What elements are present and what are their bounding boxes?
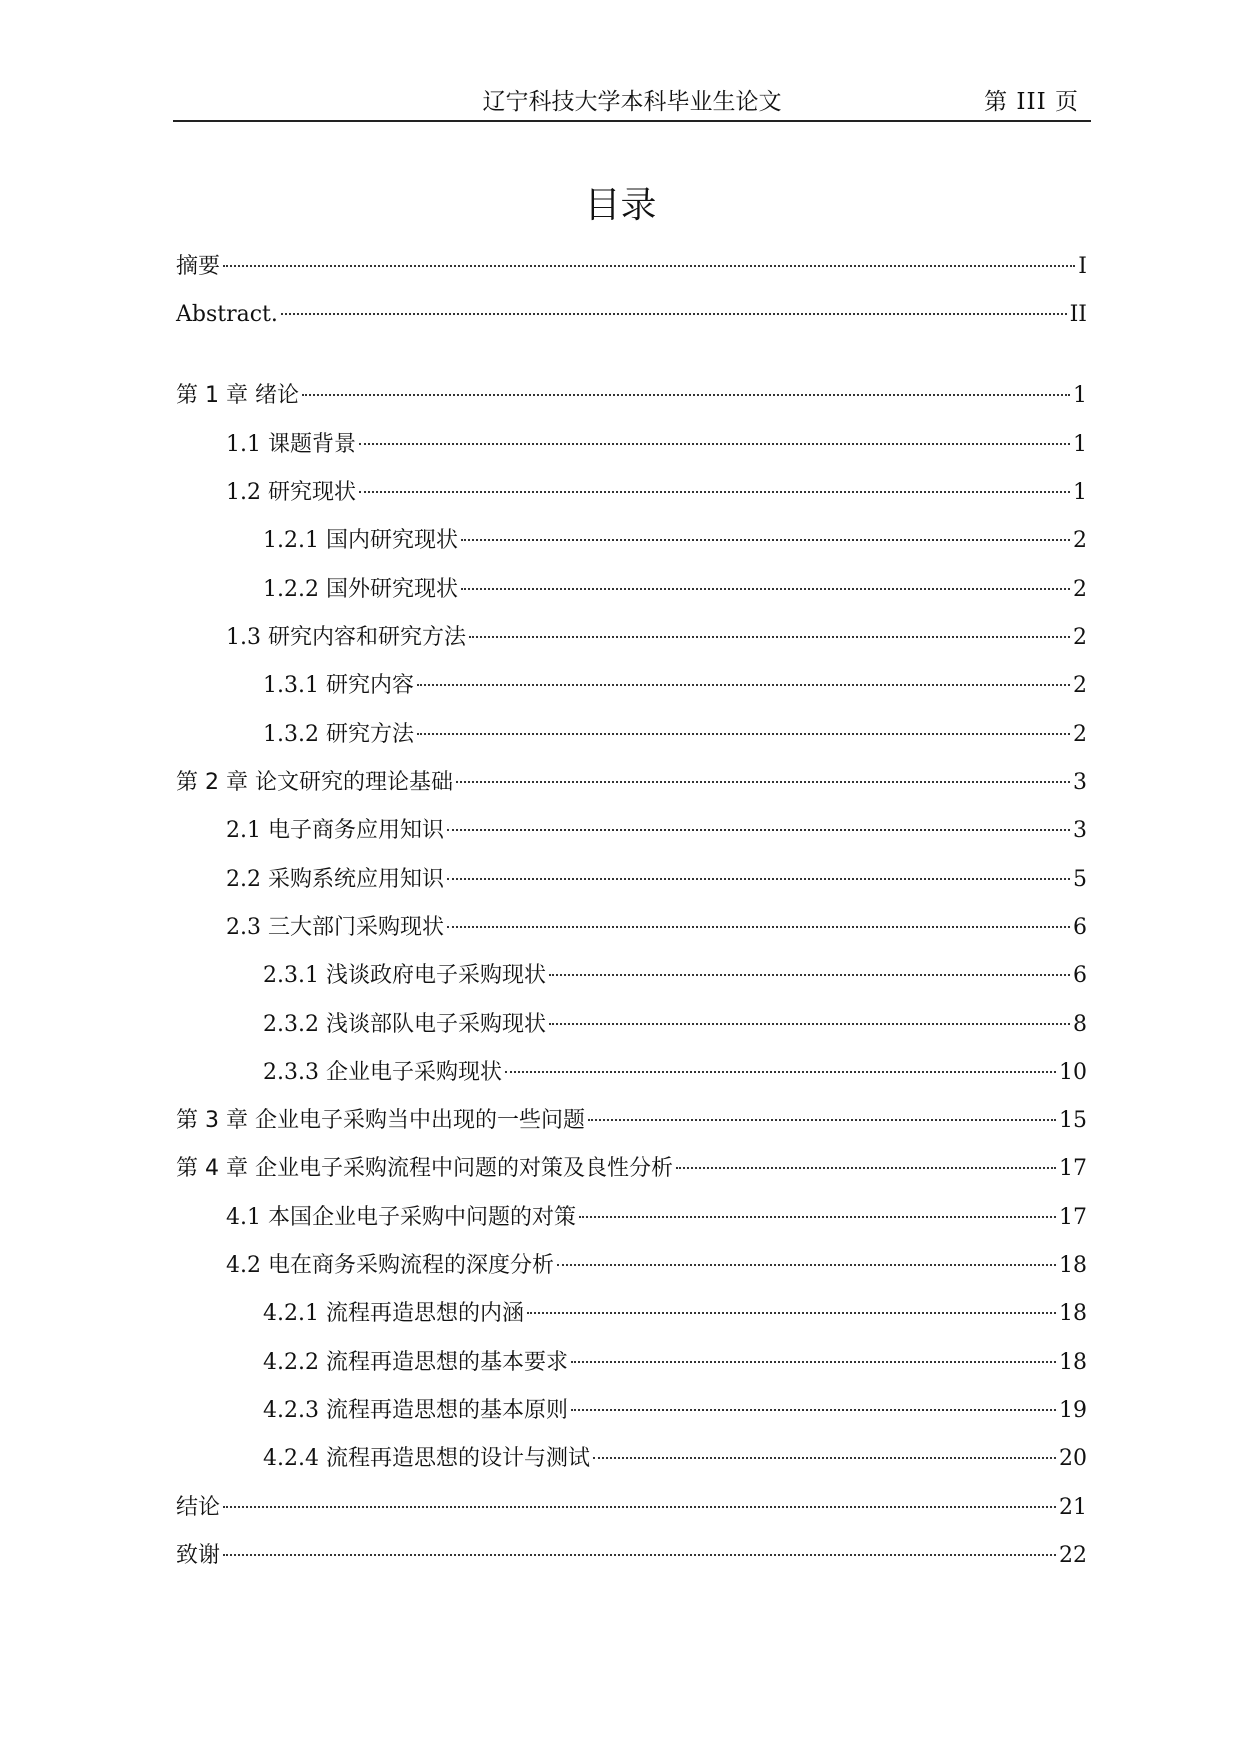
toc-entry-section-1-1[interactable] bbox=[226, 430, 1087, 460]
toc-entry-section-4-2[interactable] bbox=[226, 1251, 1087, 1281]
toc-entry-text: 1.2.2 国外研究现状 bbox=[263, 577, 458, 602]
dot-leader bbox=[461, 588, 1070, 590]
toc-entry-page: I bbox=[1078, 254, 1087, 279]
toc-entry-page: 2 bbox=[1073, 625, 1087, 650]
toc-entry-text: 2.3.1 浅谈政府电子采购现状 bbox=[263, 963, 546, 988]
toc-entry-text: 1.3.2 研究方法 bbox=[263, 722, 414, 747]
toc-entry-text: 4.2.2 流程再造思想的基本要求 bbox=[263, 1350, 568, 1375]
toc-entry-chapter-1[interactable] bbox=[176, 381, 1087, 411]
toc-entry-text: 4.2.4 流程再造思想的设计与测试 bbox=[263, 1446, 590, 1471]
toc-entry-text: 4.2.3 流程再造思想的基本原则 bbox=[263, 1398, 568, 1423]
toc-entry-acknowledgements[interactable] bbox=[176, 1541, 1087, 1571]
toc-entry-text: 2.3 三大部门采购现状 bbox=[226, 915, 444, 940]
dot-leader bbox=[359, 443, 1070, 445]
toc-entry-page: 5 bbox=[1073, 867, 1087, 892]
toc-entry-page: 2 bbox=[1073, 528, 1087, 553]
toc-entry-text: 1.2 研究现状 bbox=[226, 480, 356, 505]
toc-entry-text: 2.1 电子商务应用知识 bbox=[226, 818, 444, 843]
toc-entry-section-1-2-2[interactable] bbox=[263, 575, 1087, 605]
dot-leader bbox=[588, 1119, 1056, 1121]
toc-entry-page: 2 bbox=[1073, 577, 1087, 602]
toc-entry-page: 19 bbox=[1059, 1398, 1087, 1423]
toc-entry-text: 4.1 本国企业电子采购中问题的对策 bbox=[226, 1205, 576, 1230]
dot-leader bbox=[447, 878, 1070, 880]
toc-entry-text: 第 3 章 企业电子采购当中出现的一些问题 bbox=[176, 1108, 585, 1133]
toc-entry-section-4-2-2[interactable] bbox=[263, 1348, 1087, 1378]
toc-entry-text: 1.3 研究内容和研究方法 bbox=[226, 625, 466, 650]
dot-leader bbox=[223, 265, 1075, 267]
toc-entry-chapter-4[interactable] bbox=[176, 1154, 1087, 1184]
dot-leader bbox=[417, 733, 1070, 735]
toc-entry-page: 17 bbox=[1059, 1156, 1087, 1181]
dot-leader bbox=[579, 1216, 1056, 1218]
toc-entry-page: 8 bbox=[1073, 1012, 1087, 1037]
toc-entry-text: 第 4 章 企业电子采购流程中问题的对策及良性分析 bbox=[176, 1156, 673, 1181]
toc-entry-text: 第 1 章 绪论 bbox=[176, 383, 299, 408]
toc-entry-section-4-2-4[interactable] bbox=[263, 1444, 1087, 1474]
toc-entry-section-2-3-3[interactable] bbox=[263, 1058, 1087, 1088]
dot-leader bbox=[281, 313, 1067, 315]
dot-leader bbox=[223, 1554, 1056, 1556]
toc-entry-text: 1.3.1 研究内容 bbox=[263, 673, 414, 698]
toc-entry-abstract-cn[interactable] bbox=[176, 252, 1087, 282]
toc-entry-section-4-2-3[interactable] bbox=[263, 1396, 1087, 1426]
toc-entry-text: 4.2 电在商务采购流程的深度分析 bbox=[226, 1253, 554, 1278]
toc-entry-page: 2 bbox=[1073, 722, 1087, 747]
toc-entry-page: 6 bbox=[1073, 915, 1087, 940]
toc-entry-conclusion[interactable] bbox=[176, 1493, 1087, 1523]
toc-entry-page: 3 bbox=[1073, 818, 1087, 843]
dot-leader bbox=[223, 1506, 1056, 1508]
toc-entry-page: 18 bbox=[1059, 1301, 1087, 1326]
toc-entry-section-1-3-2[interactable] bbox=[263, 720, 1087, 750]
toc-entry-chapter-3[interactable] bbox=[176, 1106, 1087, 1136]
toc-entry-page: 6 bbox=[1073, 963, 1087, 988]
dot-leader bbox=[417, 684, 1070, 686]
dot-leader bbox=[461, 539, 1070, 541]
dot-leader bbox=[469, 636, 1070, 638]
dot-leader bbox=[549, 974, 1070, 976]
toc-entry-page: 10 bbox=[1059, 1060, 1087, 1085]
toc-entry-page: 21 bbox=[1059, 1495, 1087, 1520]
dot-leader bbox=[456, 781, 1070, 783]
toc-entry-section-1-2-1[interactable] bbox=[263, 526, 1087, 556]
dot-leader bbox=[571, 1409, 1056, 1411]
toc-entry-section-2-3-2[interactable] bbox=[263, 1010, 1087, 1040]
dot-leader bbox=[676, 1167, 1056, 1169]
toc-entry-text: 第 2 章 论文研究的理论基础 bbox=[176, 770, 453, 795]
toc-entry-section-1-3[interactable] bbox=[226, 623, 1087, 653]
toc-entry-text: 4.2.1 流程再造思想的内涵 bbox=[263, 1301, 524, 1326]
toc-entry-text: 致谢 bbox=[176, 1543, 221, 1568]
toc-entry-text: 结论 bbox=[176, 1495, 221, 1520]
toc-entry-text: 2.3.3 企业电子采购现状 bbox=[263, 1060, 502, 1085]
header-school-name: 辽宁科技大学本科毕业生论文 bbox=[482, 89, 782, 115]
toc-entry-page: 18 bbox=[1059, 1253, 1087, 1278]
toc-entry-chapter-2[interactable] bbox=[176, 768, 1087, 798]
dot-leader bbox=[505, 1071, 1056, 1073]
dot-leader bbox=[527, 1312, 1056, 1314]
toc-entry-section-1-2[interactable] bbox=[226, 478, 1087, 508]
toc-entry-page: 3 bbox=[1073, 770, 1087, 795]
toc-entry-page: 15 bbox=[1059, 1108, 1087, 1133]
dot-leader bbox=[557, 1264, 1056, 1266]
toc-entry-page: 1 bbox=[1073, 432, 1087, 457]
toc-entry-page: 20 bbox=[1059, 1446, 1087, 1471]
toc-entry-text: 2.2 采购系统应用知识 bbox=[226, 867, 444, 892]
toc-entry-text: 1.2.1 国内研究现状 bbox=[263, 528, 458, 553]
toc-entry-page: 1 bbox=[1073, 383, 1087, 408]
dot-leader bbox=[447, 829, 1070, 831]
dot-leader bbox=[549, 1023, 1070, 1025]
dot-leader bbox=[302, 394, 1070, 396]
header-page-number: 第 III 页 bbox=[984, 89, 1079, 115]
toc-entry-section-4-2-1[interactable] bbox=[263, 1299, 1087, 1329]
toc-entry-section-2-1[interactable] bbox=[226, 816, 1087, 846]
toc-entry-page: II bbox=[1069, 302, 1087, 327]
toc-entry-section-2-2[interactable] bbox=[226, 865, 1087, 895]
toc-entry-section-2-3-1[interactable] bbox=[263, 961, 1087, 991]
toc-entry-abstract-en[interactable] bbox=[176, 300, 1087, 330]
toc-entry-section-1-3-1[interactable] bbox=[263, 671, 1087, 701]
toc-entry-section-2-3[interactable] bbox=[226, 913, 1087, 943]
dot-leader bbox=[593, 1457, 1056, 1459]
dot-leader bbox=[571, 1361, 1056, 1363]
toc-entry-page: 22 bbox=[1059, 1543, 1087, 1568]
toc-entry-text: 1.1 课题背景 bbox=[226, 432, 356, 457]
toc-entry-page: 1 bbox=[1073, 480, 1087, 505]
toc-entry-text: Abstract. bbox=[176, 302, 278, 327]
toc-entry-text: 2.3.2 浅谈部队电子采购现状 bbox=[263, 1012, 546, 1037]
toc-entry-page: 2 bbox=[1073, 673, 1087, 698]
toc-entry-section-4-1[interactable] bbox=[226, 1203, 1087, 1233]
dot-leader bbox=[359, 491, 1070, 493]
dot-leader bbox=[447, 926, 1070, 928]
toc-entry-text: 摘要 bbox=[176, 254, 221, 279]
toc-title: 目录 bbox=[584, 185, 657, 226]
toc-entry-page: 17 bbox=[1059, 1205, 1087, 1230]
toc-entry-page: 18 bbox=[1059, 1350, 1087, 1375]
